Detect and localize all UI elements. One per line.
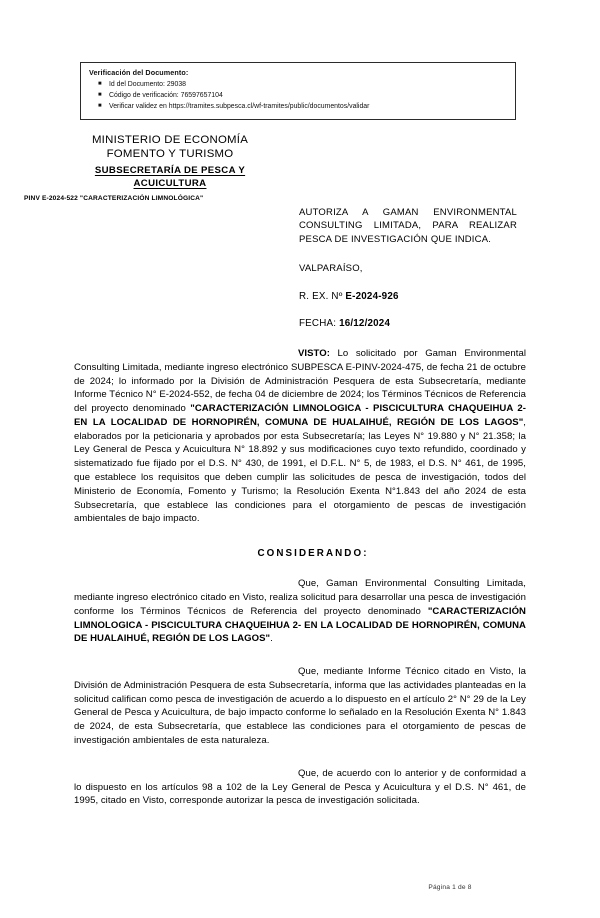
- bullet-icon: ■: [98, 91, 102, 98]
- bullet-icon: ■: [98, 80, 102, 87]
- verification-item-code: [98, 90, 509, 101]
- verification-item-label: Verificar validez en https://tramites.subpesca.cl/wf-tramites/public/documentos/validar: [109, 103, 370, 111]
- considerando-3-text: Que, de acuerdo con lo anterior y de conformidad a lo dispuesto en los artículos 98 a 102 de la Ley General de Pesca y Acuicultura y el D.S. N° 461, de 1995, citado en Visto, corresponde autorizar la pesca de investigación solicitada.: [74, 767, 526, 807]
- verification-title: Verificación del Documento:: [89, 68, 189, 77]
- resolution-header-block: [299, 206, 517, 329]
- considerando-paragraph-2: [74, 665, 526, 748]
- considerando-paragraph-3: [74, 767, 526, 808]
- ministry-line-2: FOMENTO Y TURISMO: [106, 148, 234, 161]
- visto-label: VISTO:: [298, 348, 330, 359]
- considerando-1-text-part-1: Que, Gaman Environmental Consulting Limitada, mediante ingreso electrónico citado en Visto, realiza solicitud para desarrollar una pesca de investigación conforme los Términos Técnicos de Referencia del proyecto denominado: [74, 578, 526, 617]
- spacer: [74, 748, 526, 767]
- resolution-date-line: [299, 318, 517, 329]
- pinv-reference: PINV E-2024-522 "CARACTERIZACIÓN LIMNOLÓGICA": [24, 195, 204, 202]
- visto-paragraph: [74, 347, 526, 526]
- spacer: [74, 559, 526, 577]
- ministry-heading: [44, 133, 296, 162]
- bullet-icon: ■: [98, 102, 102, 109]
- considerando-heading: CONSIDERANDO:: [257, 548, 369, 560]
- verification-item-label: Id del Documento: 29038: [109, 81, 186, 88]
- project-name: "CARACTERIZACIÓN LIMNOLOGICA - PISCICULTURA CHAQUEIHUA 2- EN LA LOCALIDAD DE HORNOPIRÉN, COMUNA DE HUALAIHUÉ, REGIÓN DE LOS LAGOS": [74, 605, 526, 645]
- date-label: FECHA:: [299, 318, 340, 330]
- visto-text-part-2: , elaborados por la peticionaria y aprobados por esta Subsecretaría; las Leyes N° 19.880 y N° 21.358; la Ley General de Pesca y Acuicultura N° 18.892 y sus modificaciones cuyo texto refundido, coordinado y sistematizado fue fijado por el D.S. N° 430, de 1991, el D.F.L. N° 5, de 1983, el D.S. N° 461, de 1995, que establece los requisitos que deben cumplir las solicitudes de pesca de investigación, todos del Ministerio de Economía, Fomento y Turismo; la Resolución Exenta N°1.843 del año 2024 de esta Subsecretaría, que establece las condiciones para el otorgamiento de pescas de investigación ambientales de bajo impacto.: [74, 416, 526, 525]
- subsecretaria-heading: [44, 165, 296, 191]
- resolution-number-line: [299, 291, 517, 302]
- document-verification-box: [80, 62, 516, 120]
- date-value: 16/12/2024: [339, 318, 391, 330]
- page-footer: [0, 876, 600, 894]
- city-label: VALPARAÍSO,: [299, 263, 363, 275]
- project-name: "CARACTERIZACIÓN LIMNOLOGICA - PISCICULTURA CHAQUEIHUA 2- EN LA LOCALIDAD DE HORNOPIRÉN, COMUNA DE HUALAIHUÉ, REGIÓN DE LOS LAGOS": [74, 403, 526, 428]
- resolution-label: R. EX. Nº: [299, 291, 346, 303]
- verification-item-document-id: [98, 79, 509, 90]
- ministry-line-1: MINISTERIO DE ECONOMÍA: [91, 134, 249, 146]
- page-indicator: Página 1 de 8: [428, 884, 472, 891]
- verification-item-url: [98, 101, 509, 112]
- resolution-number: E-2024-926: [345, 291, 399, 303]
- authorization-subject: AUTORIZA A GAMAN ENVIRONMENTAL CONSULTING LIMITADA, PARA REALIZAR PESCA DE INVESTIGACIÓN QUE INDICA.: [299, 207, 517, 245]
- considerando-paragraph-1: [74, 577, 526, 646]
- spacer: [74, 646, 526, 665]
- spacer: [74, 526, 526, 548]
- verification-item-label: Código de verificación: 76597657104: [109, 92, 223, 100]
- considerando-2-text: Que, mediante Informe Técnico citado en Visto, la División de Administración Pesquera de esta Subsecretaría, informa que las actividades planteadas en la solicitud califican como pesca de investigación de acuerdo a lo dispuesto en el artículo 2° N° 29 de la Ley General de Pesca y Acuicultura, de bajo impacto conforme lo señalado en la Resolución Exenta N° 1.843 de 2024, de esta Subsecretaría, que establece las condiciones para el otorgamiento de pescas de investigación ambientales de esta naturaleza.: [74, 666, 526, 746]
- subsecretaria-line-1: SUBSECRETARÍA DE PESCA Y: [94, 165, 246, 176]
- considerando-1-text-part-2: .: [270, 633, 273, 645]
- verification-list: [89, 79, 509, 113]
- visto-text-part-1: Lo solicitado por Gaman Environmental Consulting Limitada, mediante ingreso electrónico SUBPESCA E-PINV-2024-475, de fecha 21 de octubre de 2024; lo informado por la División de Administración Pesquera de esta Subsecretaría, mediante Informe Técnico N° E-2024-552, de fecha 04 de diciembre de 2024; los Términos Técnicos de Referencia del proyecto denominado: [74, 348, 527, 415]
- subsecretaria-line-2: ACUICULTURA: [133, 177, 207, 189]
- document-body: [74, 347, 526, 808]
